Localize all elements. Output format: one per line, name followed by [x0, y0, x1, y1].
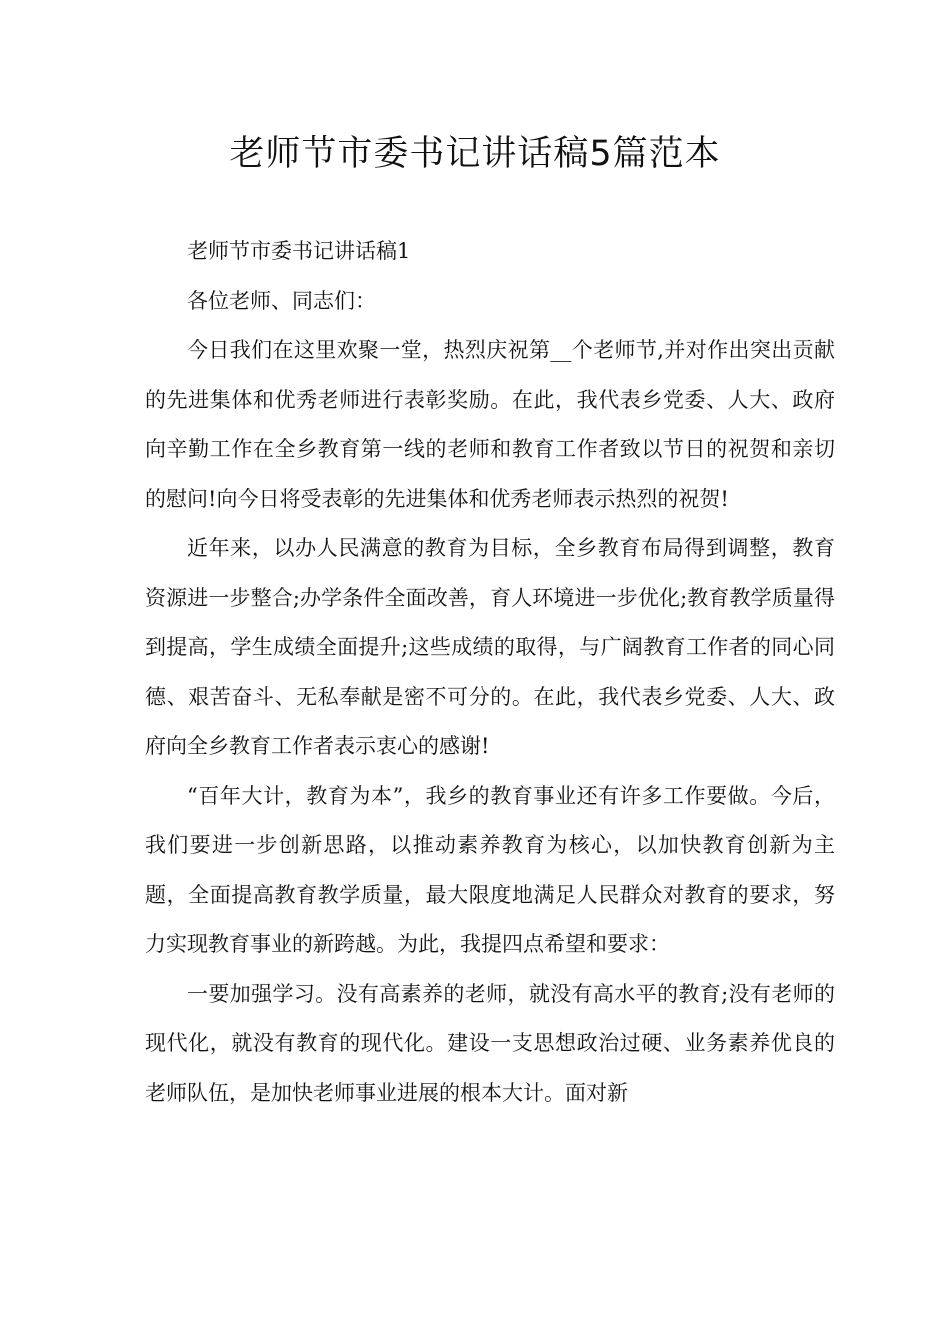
- paragraph: 今日我们在这里欢聚一堂，热烈庆祝第__个老师节,并对作出突出贡献的先进集体和优秀老师进行表彰奖励。在此，我代表乡党委、人大、政府向辛勤工作在全乡教育第一线的老师和教育工作者致以节日的祝贺和亲切的慰问!向今日将受表彰的先进集体和优秀老师表示热烈的祝贺!: [145, 338, 835, 511]
- section-heading: 老师节市委书记讲话稿1: [187, 239, 411, 263]
- document-body: [145, 227, 835, 1118]
- paragraph: “百年大计，教育为本”，我乡的教育事业还有许多工作要做。今后，我们要进一步创新思路，以推动素养教育为核心，以加快教育创新为主题，全面提高教育教学质量，最大限度地满足人民群众对教育的要求，努力实现教育事业的新跨越。为此，我提四点希望和要求：: [145, 783, 835, 956]
- paragraph: 近年来，以办人民满意的教育为目标，全乡教育布局得到调整，教育资源进一步整合;办学条件全面改善，育人环境进一步优化;教育教学质量得到提高，学生成绩全面提升;这些成绩的取得，与广阔教育工作者的同心同德、艰苦奋斗、无私奉献是密不可分的。在此，我代表乡党委、人大、政府向全乡教育工作者表示衷心的感谢!: [145, 536, 835, 758]
- document-title: 老师节市委书记讲话稿5篇范本: [229, 134, 721, 174]
- salutation: 各位老师、同志们：: [187, 288, 376, 313]
- paragraph: 一要加强学习。没有高素养的老师，就没有高水平的教育;没有老师的现代化，就没有教育的现代化。建设一支思想政治过硬、业务素养优良的老师队伍，是加快老师事业进展的根本大计。面对新: [145, 981, 835, 1105]
